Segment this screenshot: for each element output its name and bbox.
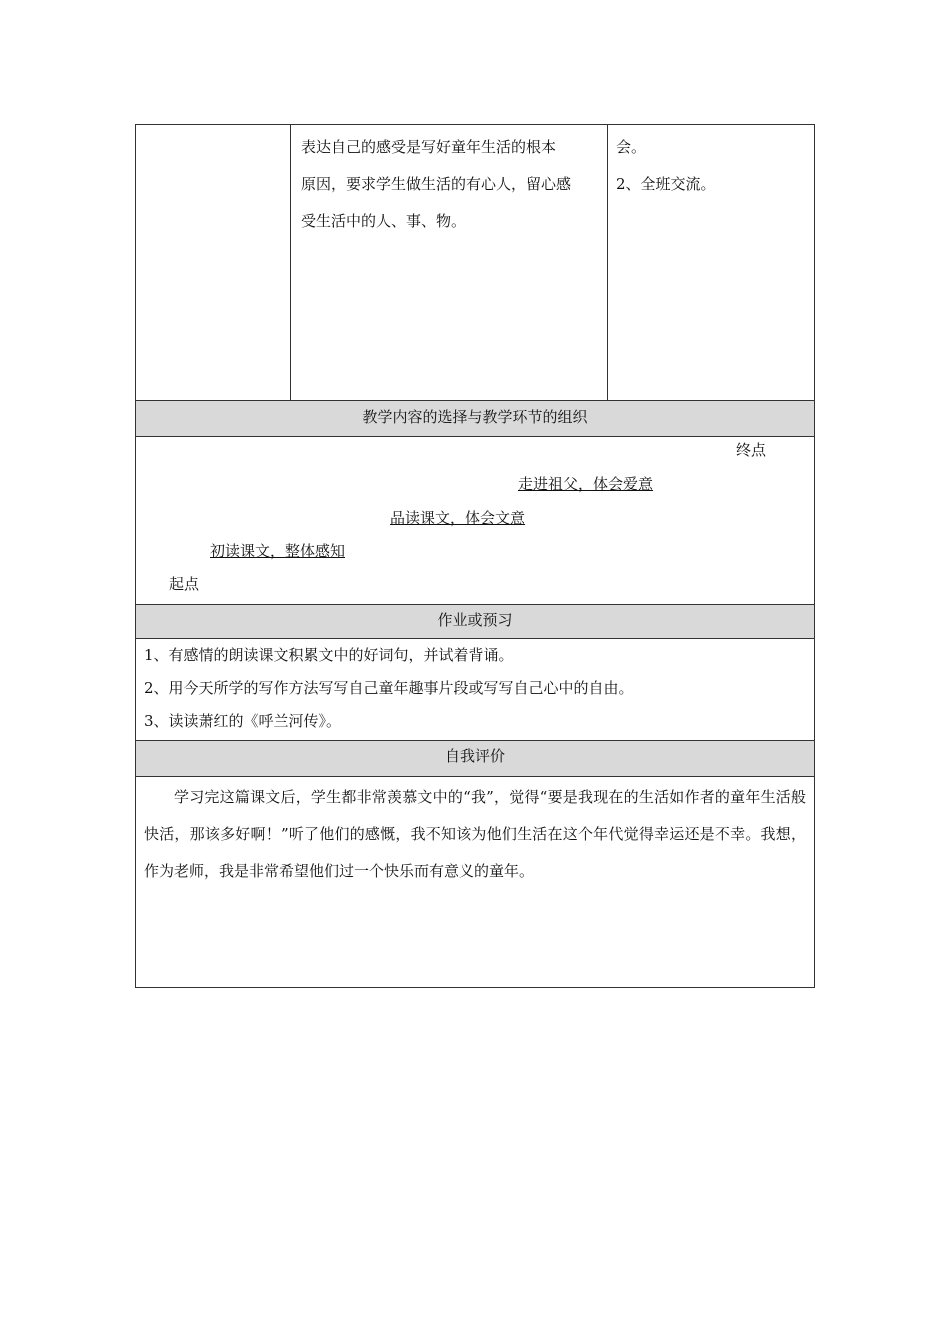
homework-item: 1、有感情的朗读课文积累文中的好词句，并试着背诵。 <box>144 646 514 664</box>
flow-step-1: 初读课文，整体感知 <box>210 542 346 560</box>
section-header-teaching: 教学内容的选择与教学环节的组织 <box>136 401 814 437</box>
section-header-homework: 作业或预习 <box>136 605 814 639</box>
flow-start-label: 起点 <box>169 575 200 593</box>
teaching-flow-diagram <box>136 437 814 605</box>
evaluation-cell <box>136 777 814 987</box>
flow-step-3: 走进祖父，体会爱意 <box>518 475 654 493</box>
evaluation-text: 学习完这篇课文后，学生都非常羡慕文中的“我”，觉得“要是我现在的生活如作者的童年生活般快活，那该多好啊！”听了他们的感慨，我不知该为他们生活在这个年代觉得幸运还是不幸。我想，作为老师，我是非常希望他们过一个快乐而有意义的童年。 <box>144 788 806 880</box>
lesson-plan-table <box>135 124 815 988</box>
homework-item: 2、用今天所学的写作方法写写自己童年趣事片段或写写自己心中的自由。 <box>144 679 634 697</box>
text-line: 受生活中的人、事、物。 <box>301 212 467 230</box>
text-line: 会。 <box>616 138 647 156</box>
flow-end-label: 终点 <box>736 441 767 459</box>
flow-step-2: 品读课文，体会文意 <box>390 509 526 527</box>
teacher-activity-cell <box>291 125 608 400</box>
homework-list <box>136 639 814 741</box>
homework-item: 3、读读萧红的《呼兰河传》。 <box>144 712 342 730</box>
student-activity-cell <box>608 125 814 400</box>
text-line: 原因，要求学生做生活的有心人，留心感 <box>301 175 572 193</box>
text-line: 2、全班交流。 <box>616 175 716 193</box>
section-header-evaluation: 自我评价 <box>136 741 814 777</box>
text-line: 表达自己的感受是写好童年生活的根本 <box>301 138 557 156</box>
empty-cell <box>136 125 291 400</box>
continued-row <box>136 125 814 401</box>
